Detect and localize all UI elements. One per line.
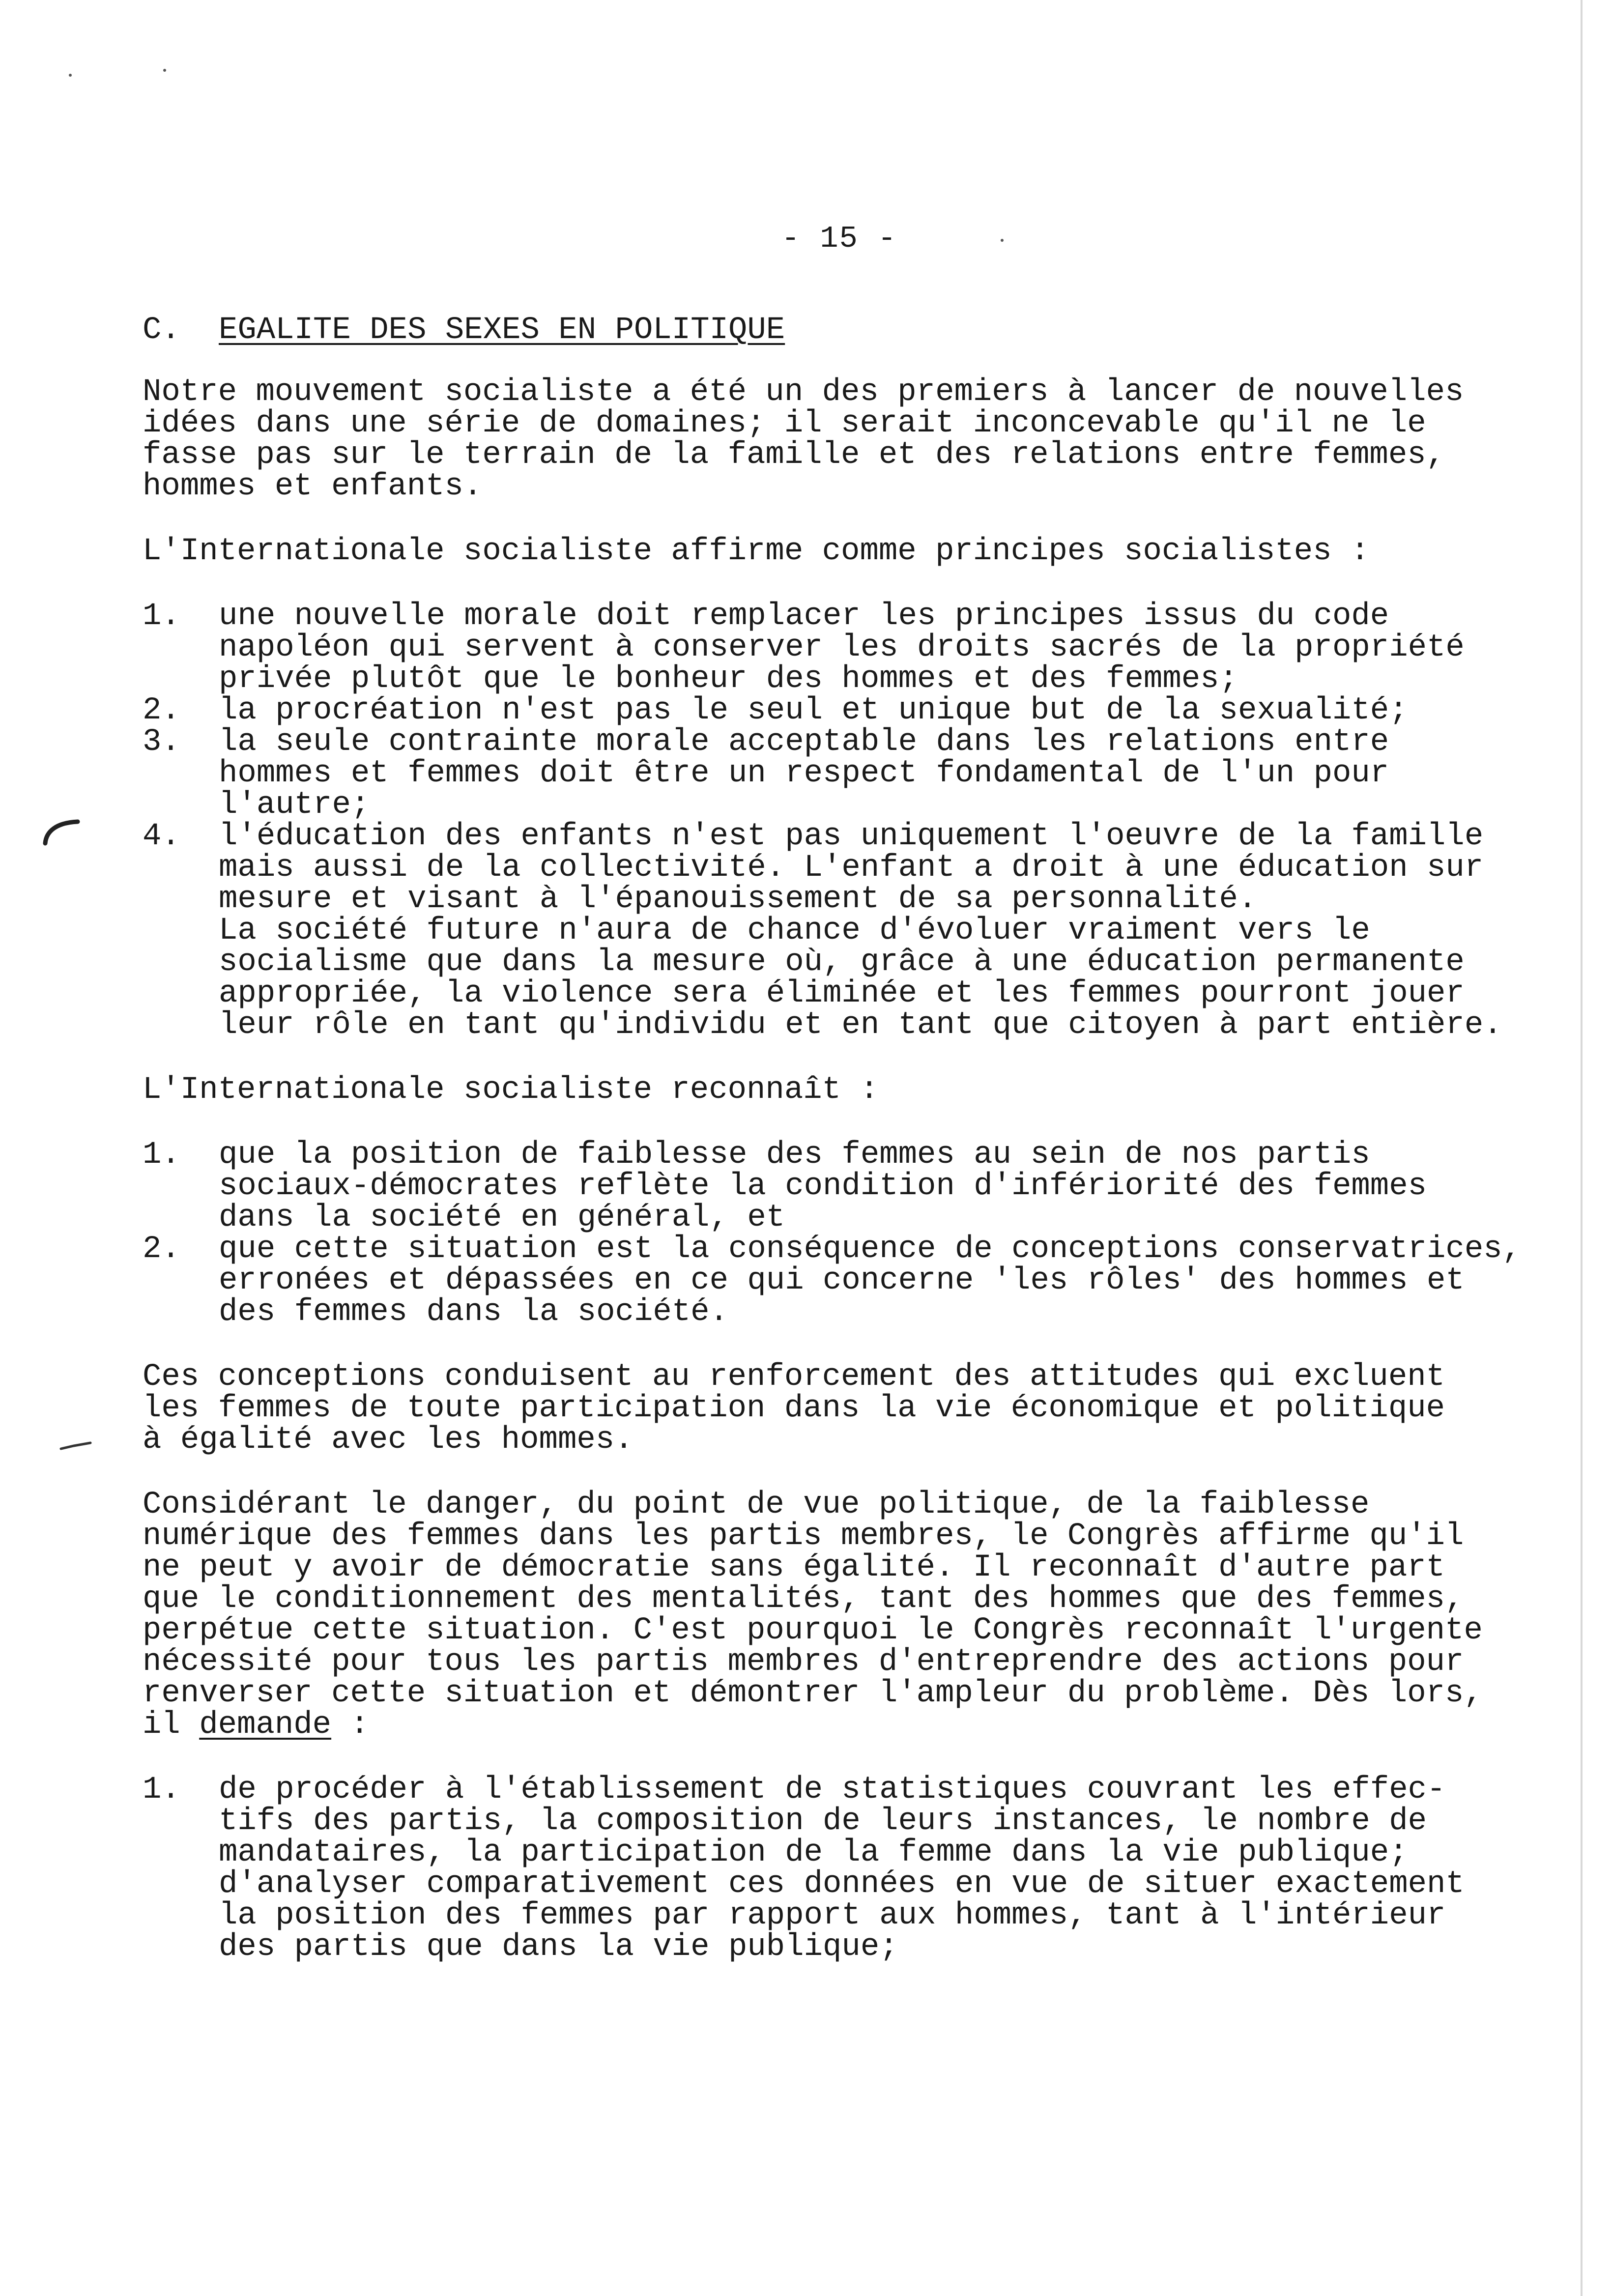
list-item-text: la seule contrainte morale acceptable dans les relations entre hommes et femmes doit être un respect fondamental de l'un pour l'autre; — [219, 724, 1389, 823]
list-item-number: 1. — [143, 1137, 180, 1173]
list-item-number: 1. — [143, 599, 180, 634]
scan-speck — [69, 74, 72, 77]
list-item — [143, 726, 1538, 821]
section-heading — [143, 315, 1538, 346]
list-item-text: l'éducation des enfants n'est pas uniquement l'oeuvre de la famille mais aussi de la collectivité. L'enfant a droit à une éducation sur mesure et visant à l'épanouissement de sa personnalité. La société future n'aura de chance d'évoluer vraiment vers le socialisme que dans la mesure où, grâce à une éducation permanente appropriée, la violence sera éliminée et les femmes pourront jouer leur rôle en tant qu'individu et en tant que citoyen à part entière. — [219, 819, 1502, 1043]
recognizes-list — [143, 1139, 1538, 1328]
list-item — [143, 1774, 1538, 1963]
conceptions-paragraph: Ces conceptions conduisent au renforcement des attitudes qui excluent les femmes de toute participation dans la vie économique et politique à égalité avec les hommes. — [143, 1359, 1445, 1458]
list-item-number: 2. — [143, 1232, 180, 1267]
scan-speck — [1001, 239, 1004, 242]
list-item-number: 4. — [143, 819, 180, 854]
list-item — [143, 1234, 1538, 1328]
list-item-text: que la position de faiblesse des femmes au sein de nos partis sociaux-démocrates reflète la condition d'infériorité des femmes dans la société en général, et — [219, 1137, 1427, 1235]
list-item-number: 2. — [143, 693, 180, 728]
list-item-text: que cette situation est la conséquence de conceptions conservatrices, erronées et dépassées en ce qui concerne 'les rôles' des hommes et des femmes dans la société. — [219, 1232, 1522, 1330]
intro-paragraph: Notre mouvement socialiste a été un des premiers à lancer de nouvelles idées dans une série de domaines; il serait inconcevable qu'il ne le fasse pas sur le terrain de la famille et des relations entre femmes, hommes et enfants. — [143, 374, 1464, 504]
demands-list — [143, 1774, 1538, 1963]
margin-bracket-mark — [41, 818, 81, 847]
affirms-list — [143, 601, 1538, 1041]
list-item — [143, 821, 1538, 1041]
list-item-text: une nouvelle morale doit remplacer les principes issus du code napoléon qui servent à conserver les droits sacrés de la propriété privée plutôt que le bonheur des hommes et des femmes; — [219, 599, 1465, 697]
page-edge-line — [1581, 0, 1583, 2296]
affirms-lead: L'Internationale socialiste affirme comme principes socialistes : — [143, 534, 1370, 569]
section-letter: C. — [143, 313, 180, 348]
page-number: - 15 - — [781, 221, 897, 256]
document-body — [143, 315, 1538, 1996]
demande-emphasis: demande — [199, 1707, 332, 1743]
list-item-text: la procréation n'est pas le seul et unique but de la sexualité; — [219, 693, 1408, 728]
margin-dash-mark — [59, 1441, 93, 1453]
section-title: EGALITE DES SEXES EN POLITIQUE — [219, 313, 785, 348]
considering-paragraph — [143, 1489, 1538, 1741]
considering-text: Considérant le danger, du point de vue politique, de la faiblesse numérique des femmes dans les partis membres, le Congrès affirme qu'il ne peut y avoir de démocratie sans égalité. Il reconnaît d'autre part que le conditionnement des mentalités, tant des hommes que des femmes, perpétue cette situation. C'est pourquoi le Congrès reconnaît l'urgente nécessité pour tous les partis membres d'entreprendre des actions pour renverser cette situation et démontrer l'ampleur du problème. Dès lors, il — [143, 1487, 1483, 1743]
considering-tail: : — [331, 1707, 369, 1743]
list-item-number: 3. — [143, 724, 180, 760]
recognizes-lead: L'Internationale socialiste reconnaît : — [143, 1072, 879, 1108]
list-item — [143, 695, 1538, 726]
list-item — [143, 1139, 1538, 1234]
list-item — [143, 601, 1538, 695]
scan-speck — [163, 69, 166, 72]
list-item-number: 1. — [143, 1772, 180, 1808]
list-item-text: de procéder à l'établissement de statistiques couvrant les effec- tifs des partis, la composition de leurs instances, le nombre de mandataires, la participation de la femme dans la vie publique; d'analyser comparativement ces données en vue de situer exactement la position des femmes par rapport aux hommes, tant à l'intérieur des partis que dans la vie publique; — [219, 1772, 1465, 1965]
